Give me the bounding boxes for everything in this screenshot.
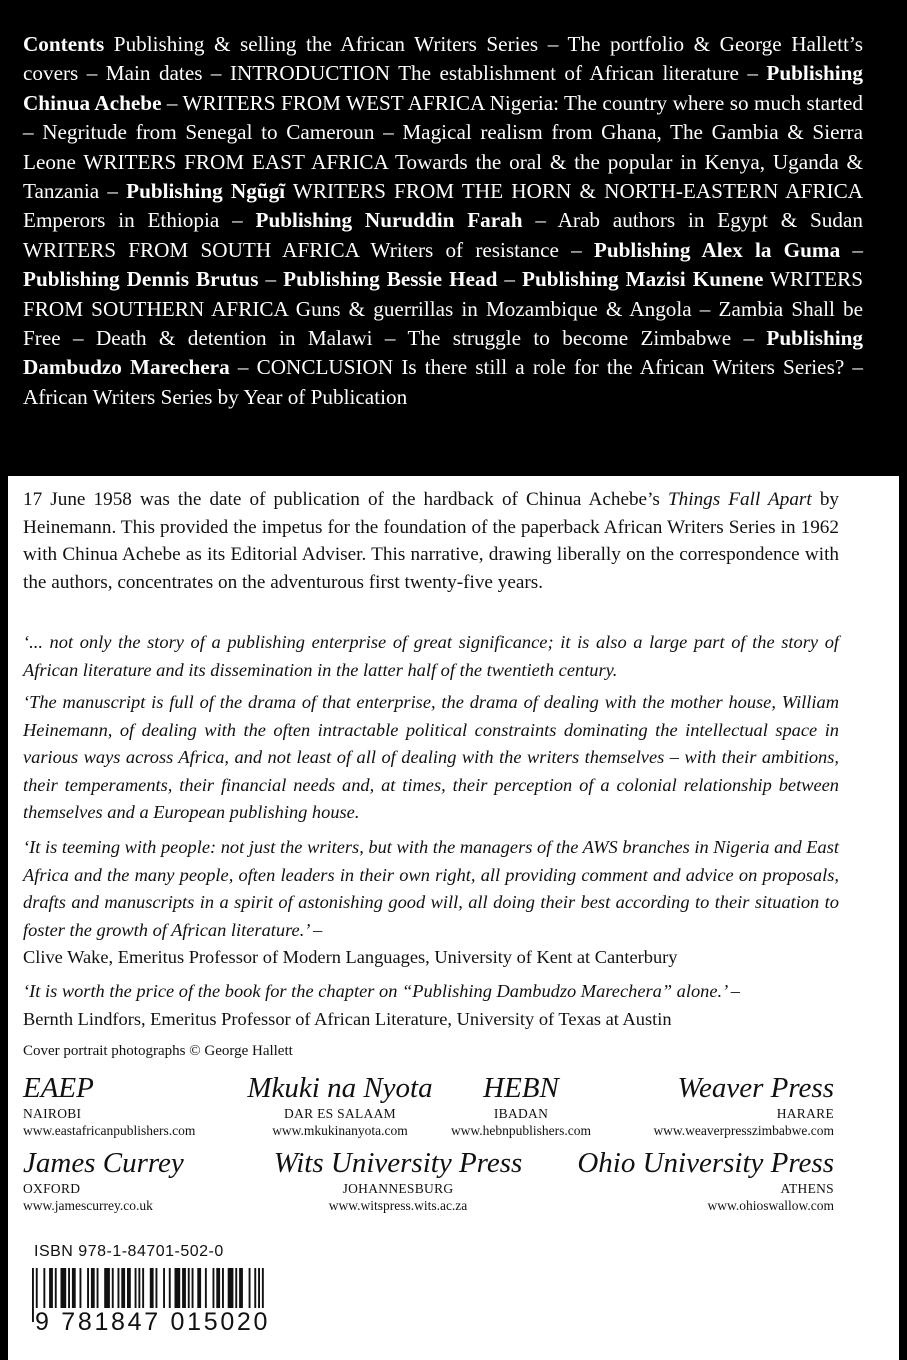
publisher-url: www.ohioswallow.com	[707, 1197, 834, 1213]
publisher-james-currey	[23, 1149, 184, 1212]
contents-text: WRITERS FROM SOUTHERN AFRICA Guns & guerrillas in Mozambique & Angola – Zambia Shall be Free – Death & detention in Malawi – The struggle to become Zimbabwe –	[23, 267, 863, 351]
publisher-eaep	[23, 1074, 195, 1137]
publisher-city: ATHENS	[780, 1181, 834, 1196]
publisher-name: Weaver Press	[677, 1072, 834, 1104]
contents-text: – Arab authors in Egypt & Sudan WRITERS FROM SOUTH AFRICA Writers of resistance –	[23, 208, 863, 262]
contents-bold: Publishing Mazisi Kunene	[522, 267, 764, 292]
book-title: Things Fall Apart	[667, 489, 812, 510]
contents-text: –	[497, 267, 523, 292]
quote-4-text: ‘It is worth the price of the book for the chapter on “Publishing Dambudzo Marechera” alone.’ –	[23, 981, 740, 1001]
photo-credit: Cover portrait photographs © George Hallett	[23, 1043, 293, 1059]
publisher-url: www.mkukinanyota.com	[272, 1122, 408, 1138]
quote-1: ‘... not only the story of a publishing enterprise of great significance; it is also a large part of the story of African literature and its dissemination in the latter half of the twentieth century.	[23, 632, 839, 680]
quote-3-attribution: Clive Wake, Emeritus Professor of Modern Languages, University of Kent at Canterbury	[23, 947, 678, 967]
publisher-url: www.eastafricanpublishers.com	[23, 1122, 196, 1138]
publisher-mkuki-na-nyota	[240, 1074, 440, 1137]
publisher-city: HARARE	[776, 1106, 834, 1121]
publisher-wits-university-press	[263, 1149, 533, 1212]
publisher-city: JOHANNESBURG	[342, 1181, 454, 1196]
contents-text: –	[258, 267, 284, 292]
publisher-name: EAEP	[23, 1072, 94, 1104]
publisher-name: Ohio University Press	[577, 1147, 834, 1179]
publisher-city: NAIROBI	[23, 1106, 82, 1121]
barcode-digits: 9 781847 015020	[35, 1308, 271, 1336]
contents-bold: Publishing Dambudzo Marechera	[23, 326, 863, 380]
contents-text: – CONCLUSION Is there still a role for the African Writers Series? – African Writers Series by Year of Publication	[23, 355, 863, 409]
contents-bold: Publishing Dennis Brutus	[23, 267, 259, 292]
publisher-city: OXFORD	[23, 1181, 81, 1196]
back-cover-panel	[8, 476, 899, 1360]
contents-text: WRITERS FROM THE HORN & NORTH-EASTERN AFRICA Emperors in Ethiopia –	[23, 179, 863, 233]
blurb-text: 17 June 1958 was the date of publication of the hardback of Chinua Achebe’s	[23, 489, 668, 510]
contents-bold: Publishing Nuruddin Farah	[255, 208, 523, 233]
quote-2: ‘The manuscript is full of the drama of that enterprise, the drama of dealing with the mother house, William Heinemann, of dealing with the often intractable political constraints dominating the intellectual space in various ways across Africa, and not least of all of dealing with the writers themselves – with their ambitions, their temperaments, their financial needs and, at times, their perception of a colonial relationship between themselves and a European publishing house.	[23, 692, 839, 822]
quote-4	[23, 978, 839, 1033]
publisher-ohio-university-press	[564, 1149, 834, 1212]
contents-bold: Publishing Ngũgĩ	[126, 179, 286, 204]
publisher-city: DAR ES SALAAM	[284, 1106, 396, 1121]
isbn: ISBN 978-1-84701-502-0	[34, 1243, 224, 1260]
publisher-name: James Currey	[23, 1147, 184, 1179]
contents-bold: Publishing Chinua Achebe	[23, 61, 863, 115]
publisher-url: www.witspress.wits.ac.za	[328, 1197, 468, 1213]
contents-list	[23, 30, 863, 412]
contents-bold: Publishing Alex la Guma	[593, 237, 841, 262]
publisher-name: Mkuki na Nyota	[247, 1072, 433, 1104]
contents-text: –	[840, 237, 864, 262]
contents-bold: Publishing Bessie Head	[283, 267, 498, 292]
contents-text: – WRITERS FROM WEST AFRICA Nigeria: The country where so much started – Negritude from Senegal to Cameroun – Magical realism from Ghana, The Gambia & Sierra Leone WRITERS FROM EAST AFRICA Towards the oral & the popular in Kenya, Uganda & Tanzania –	[23, 90, 864, 204]
publisher-weaver-press	[598, 1074, 834, 1137]
quote-4-attribution: Bernth Lindfors, Emeritus Professor of African Literature, University of Texas at Austin	[23, 1008, 672, 1029]
publisher-city: IBADAN	[493, 1106, 549, 1121]
quote-3	[23, 834, 839, 972]
blurb-text: by Heinemann. This provided the impetus for the foundation of the paperback African Writers Series in 1962 with Chinua Achebe as its Editorial Adviser. This narrative, drawing liberally on the correspondence with the authors, concentrates on the adventurous first twenty-five years.	[23, 489, 840, 593]
publisher-url: www.hebnpublishers.com	[450, 1122, 592, 1138]
contents-text: Publishing & selling the African Writers Series – The portfolio & George Hallett’s covers – Main dates – INTRODUCTION The establishment of African literature –	[23, 32, 863, 86]
publisher-name: Wits University Press	[273, 1147, 523, 1179]
contents-label: Contents	[23, 32, 105, 56]
publisher-name: HEBN	[483, 1072, 559, 1104]
publisher-hebn	[426, 1074, 616, 1137]
publisher-url: www.jamescurrey.co.uk	[23, 1197, 153, 1213]
blurb	[23, 486, 839, 596]
publisher-url: www.weaverpresszimbabwe.com	[653, 1122, 834, 1138]
quote-3-text: ‘It is teeming with people: not just the writers, but with the managers of the AWS branches in Nigeria and East Africa and the many people, often leaders in their own right, all providing comment and advice on proposals, drafts and manuscripts in a spirit of astonishing good will, all doing their best according to their situation to foster the growth of African literature.’ –	[23, 837, 839, 940]
